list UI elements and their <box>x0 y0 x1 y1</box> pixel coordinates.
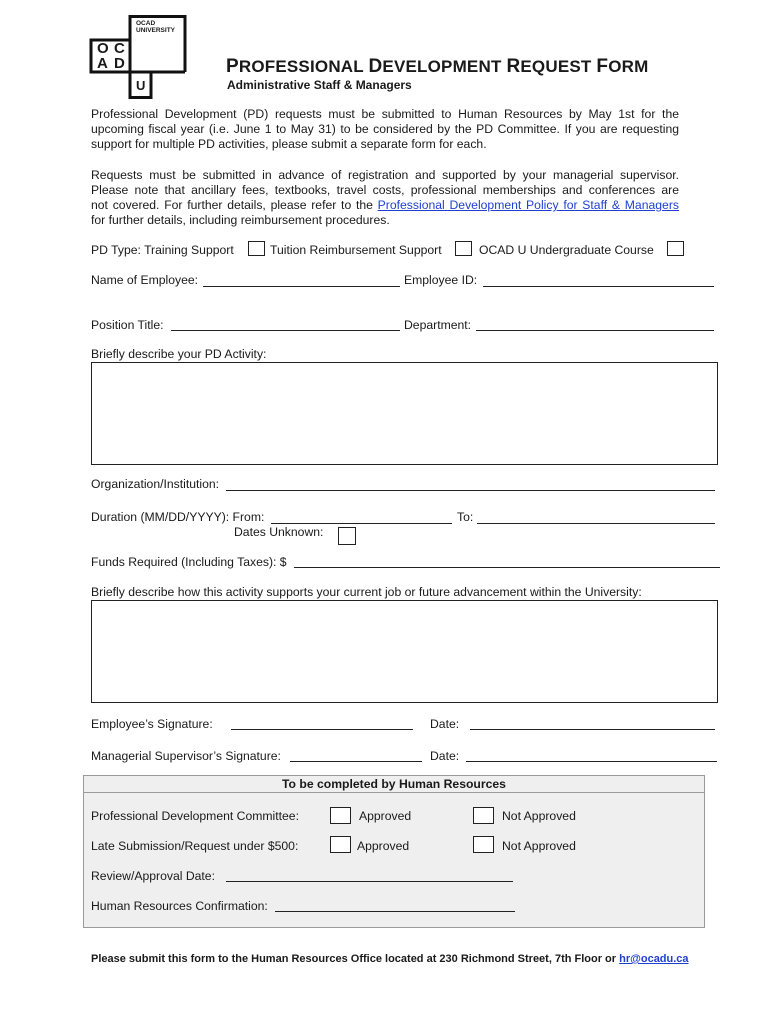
funds-field[interactable] <box>294 567 720 568</box>
training-support-checkbox[interactable] <box>248 241 265 256</box>
employee-id-field[interactable] <box>483 286 714 287</box>
logo-letter-c: C <box>114 40 125 57</box>
position-field[interactable] <box>171 330 400 331</box>
late-approved-label: Approved <box>357 839 410 853</box>
pd-policy-link[interactable]: Professional Development Policy for Staff & Managers <box>377 198 679 212</box>
supports-label: Briefly describe how this activity supports your current job or future advancement within the University: <box>91 585 642 599</box>
hr-late-label: Late Submission/Request under $500: <box>91 839 299 853</box>
undergrad-label: OCAD U Undergraduate Course <box>479 243 654 257</box>
committee-not-approved-checkbox[interactable] <box>473 807 494 824</box>
describe-textarea[interactable] <box>91 362 718 465</box>
undergrad-checkbox[interactable] <box>667 241 684 256</box>
dates-unknown-checkbox[interactable] <box>338 527 356 545</box>
organization-label: Organization/Institution: <box>91 477 220 491</box>
hr-confirmation-field[interactable] <box>275 911 515 912</box>
hr-email-link[interactable]: hr@ocadu.ca <box>619 953 689 965</box>
employee-date-label: Date: <box>430 717 460 731</box>
hr-confirmation-label: Human Resources Confirmation: <box>91 899 268 913</box>
position-label: Position Title: <box>91 318 164 332</box>
committee-not-approved-label: Not Approved <box>502 809 576 823</box>
duration-to-field[interactable] <box>477 523 715 524</box>
logo-org-line1: OCAD <box>136 20 156 27</box>
duration-from-field[interactable] <box>271 523 452 524</box>
employee-name-label: Name of Employee: <box>91 273 199 287</box>
supervisor-date-label: Date: <box>430 749 460 763</box>
supervisor-signature-label: Managerial Supervisor’s Signature: <box>91 749 281 763</box>
duration-to-label: To: <box>457 510 474 524</box>
hr-section-heading: To be completed by Human Resources <box>83 775 705 793</box>
supervisor-signature-field[interactable] <box>290 761 422 762</box>
ocad-logo <box>89 15 189 99</box>
logo-letter-u: U <box>136 78 146 93</box>
tuition-checkbox[interactable] <box>455 241 472 256</box>
pd-type-label: PD Type: Training Support <box>91 243 234 257</box>
review-date-field[interactable] <box>226 881 513 882</box>
logo-org-line2: UNIVERSITY <box>136 27 176 34</box>
employee-name-field[interactable] <box>203 286 400 287</box>
department-field[interactable] <box>476 330 714 331</box>
page-title: PROFESSIONAL DEVELOPMENT REQUEST FORM <box>226 56 649 77</box>
hr-committee-label: Professional Development Committee: <box>91 809 299 823</box>
logo-letter-a: A <box>97 55 108 72</box>
supervisor-date-field[interactable] <box>466 761 717 762</box>
employee-signature-field[interactable] <box>231 729 413 730</box>
tuition-label: Tuition Reimbursement Support <box>270 243 442 257</box>
committee-approved-checkbox[interactable] <box>330 807 351 824</box>
logo-letter-d: D <box>114 55 125 72</box>
dates-unknown-label: Dates Unknown: <box>234 525 324 539</box>
intro-paragraph-2: Requests must be submitted in advance of registration and supported by your managerial supervisor. Please note that ancillary fees, textbooks, travel costs, professional memberships and conferences are not covered. For further details, please refer to the Professional Development Policy for Staff & Managers for further details, including reimbursement procedures. <box>91 168 679 227</box>
late-approved-checkbox[interactable] <box>330 836 351 853</box>
intro-paragraph-1: Professional Development (PD) requests must be submitted to Human Resources by May 1st for the upcoming fiscal year (i.e. June 1 to May 31) to be considered by the PD Committee. If you are requesting support for multiple PD activities, please submit a separate form for each. <box>91 107 679 151</box>
organization-field[interactable] <box>226 490 715 491</box>
employee-date-field[interactable] <box>470 729 715 730</box>
footer-note: Please submit this form to the Human Resources Office located at 230 Richmond Street, 7th Floor or hr@ocadu.ca <box>91 953 689 965</box>
funds-label: Funds Required (Including Taxes): $ <box>91 555 287 569</box>
page-subtitle: Administrative Staff & Managers <box>227 78 412 92</box>
employee-id-label: Employee ID: <box>404 273 478 287</box>
department-label: Department: <box>404 318 472 332</box>
late-not-approved-checkbox[interactable] <box>473 836 494 853</box>
describe-label: Briefly describe your PD Activity: <box>91 347 267 361</box>
review-date-label: Review/Approval Date: <box>91 869 215 883</box>
supports-textarea[interactable] <box>91 600 718 703</box>
duration-label: Duration (MM/DD/YYYY): From: <box>91 510 265 524</box>
committee-approved-label: Approved <box>359 809 412 823</box>
logo-letter-o: O <box>97 40 109 57</box>
late-not-approved-label: Not Approved <box>502 839 576 853</box>
employee-signature-label: Employee’s Signature: <box>91 717 213 731</box>
